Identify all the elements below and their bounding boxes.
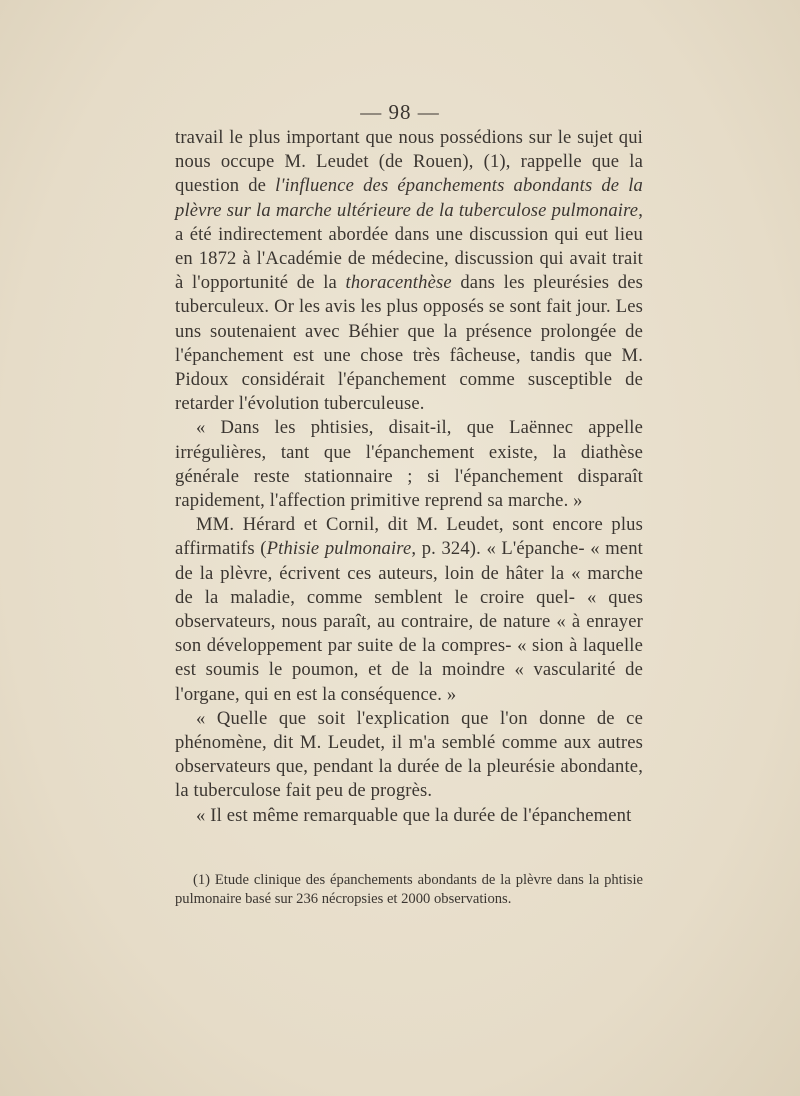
text-run: , p. 324). « L'épanche- « ment de la plèvre, écrivent ces auteurs, loin de hâter la « marche de la maladie, comme semblent le croire quel- « ques observateurs, nous paraît, au contraire, de nature « à enrayer son développement par suite de la compres- « sion à laquelle est soumis le poumon, et de la moindre « vascularité de l'organe, qui en est la conséquence. » xyxy=(175,538,643,705)
text-run: « Quelle que soit l'explication que l'on donne de ce phénomène, dit M. Leudet, il m'a semblé comme aux autres observateurs que, pendant la durée de la pleurésie abondante, la tuberculose fait peu de progrès. xyxy=(175,707,643,802)
text-run: dans les pleurésies des tuberculeux. Or les avis les plus opposés se sont fait jour. Les uns soutenaient avec Béhier que la présence prolongée de l'épanchement est une chose très fâcheuse, tandis que M. Pidoux considérait l'épanchement comme susceptible de retarder l'évolution tuberculeuse. xyxy=(175,272,643,415)
italic-text-run: Pthisie pulmonaire xyxy=(266,538,412,560)
paragraph xyxy=(175,416,643,513)
text-run: MM. Hérard et Cornil, dit M. Leudet, sont encore plus affirmatifs ( xyxy=(175,514,643,560)
italic-text-run: thoracenthèse xyxy=(345,272,452,294)
page-number: — 98 — xyxy=(360,100,440,124)
text-run: « Il est même remarquable que la durée de l'épanchement xyxy=(196,804,632,826)
paragraph xyxy=(175,804,643,828)
italic-text-run: l'influence des épanchements abondants de la plèvre sur la marche ultérieure de la tuberculose pulmonaire xyxy=(175,175,643,221)
footnote xyxy=(175,871,643,909)
paragraph xyxy=(175,707,643,804)
body-text xyxy=(175,126,643,828)
paragraph xyxy=(175,126,643,416)
text-run: , a été indirectement abordée dans une discussion qui eut lieu en 1872 à l'Académie de médecine, discussion qui avait trait à l'opportunité de la xyxy=(175,199,643,294)
text-run: travail le plus important que nous possédions sur le sujet qui nous occupe M. Leudet (de Rouen), (1), rappelle que la question de xyxy=(175,127,643,197)
text-run: « Dans les phtisies, disait-il, que Laënnec appelle irrégulières, tant que l'épanchement existe, la diathèse générale reste stationnaire ; si l'épanchement disparaît rapidement, l'affection primitive reprend sa marche. » xyxy=(175,417,643,512)
paragraph xyxy=(175,513,643,707)
footnote-text: (1) Etude clinique des épanchements abondants de la plèvre dans la phtisie pulmonaire basé sur 236 nécropsies et 2000 observations. xyxy=(175,872,643,907)
